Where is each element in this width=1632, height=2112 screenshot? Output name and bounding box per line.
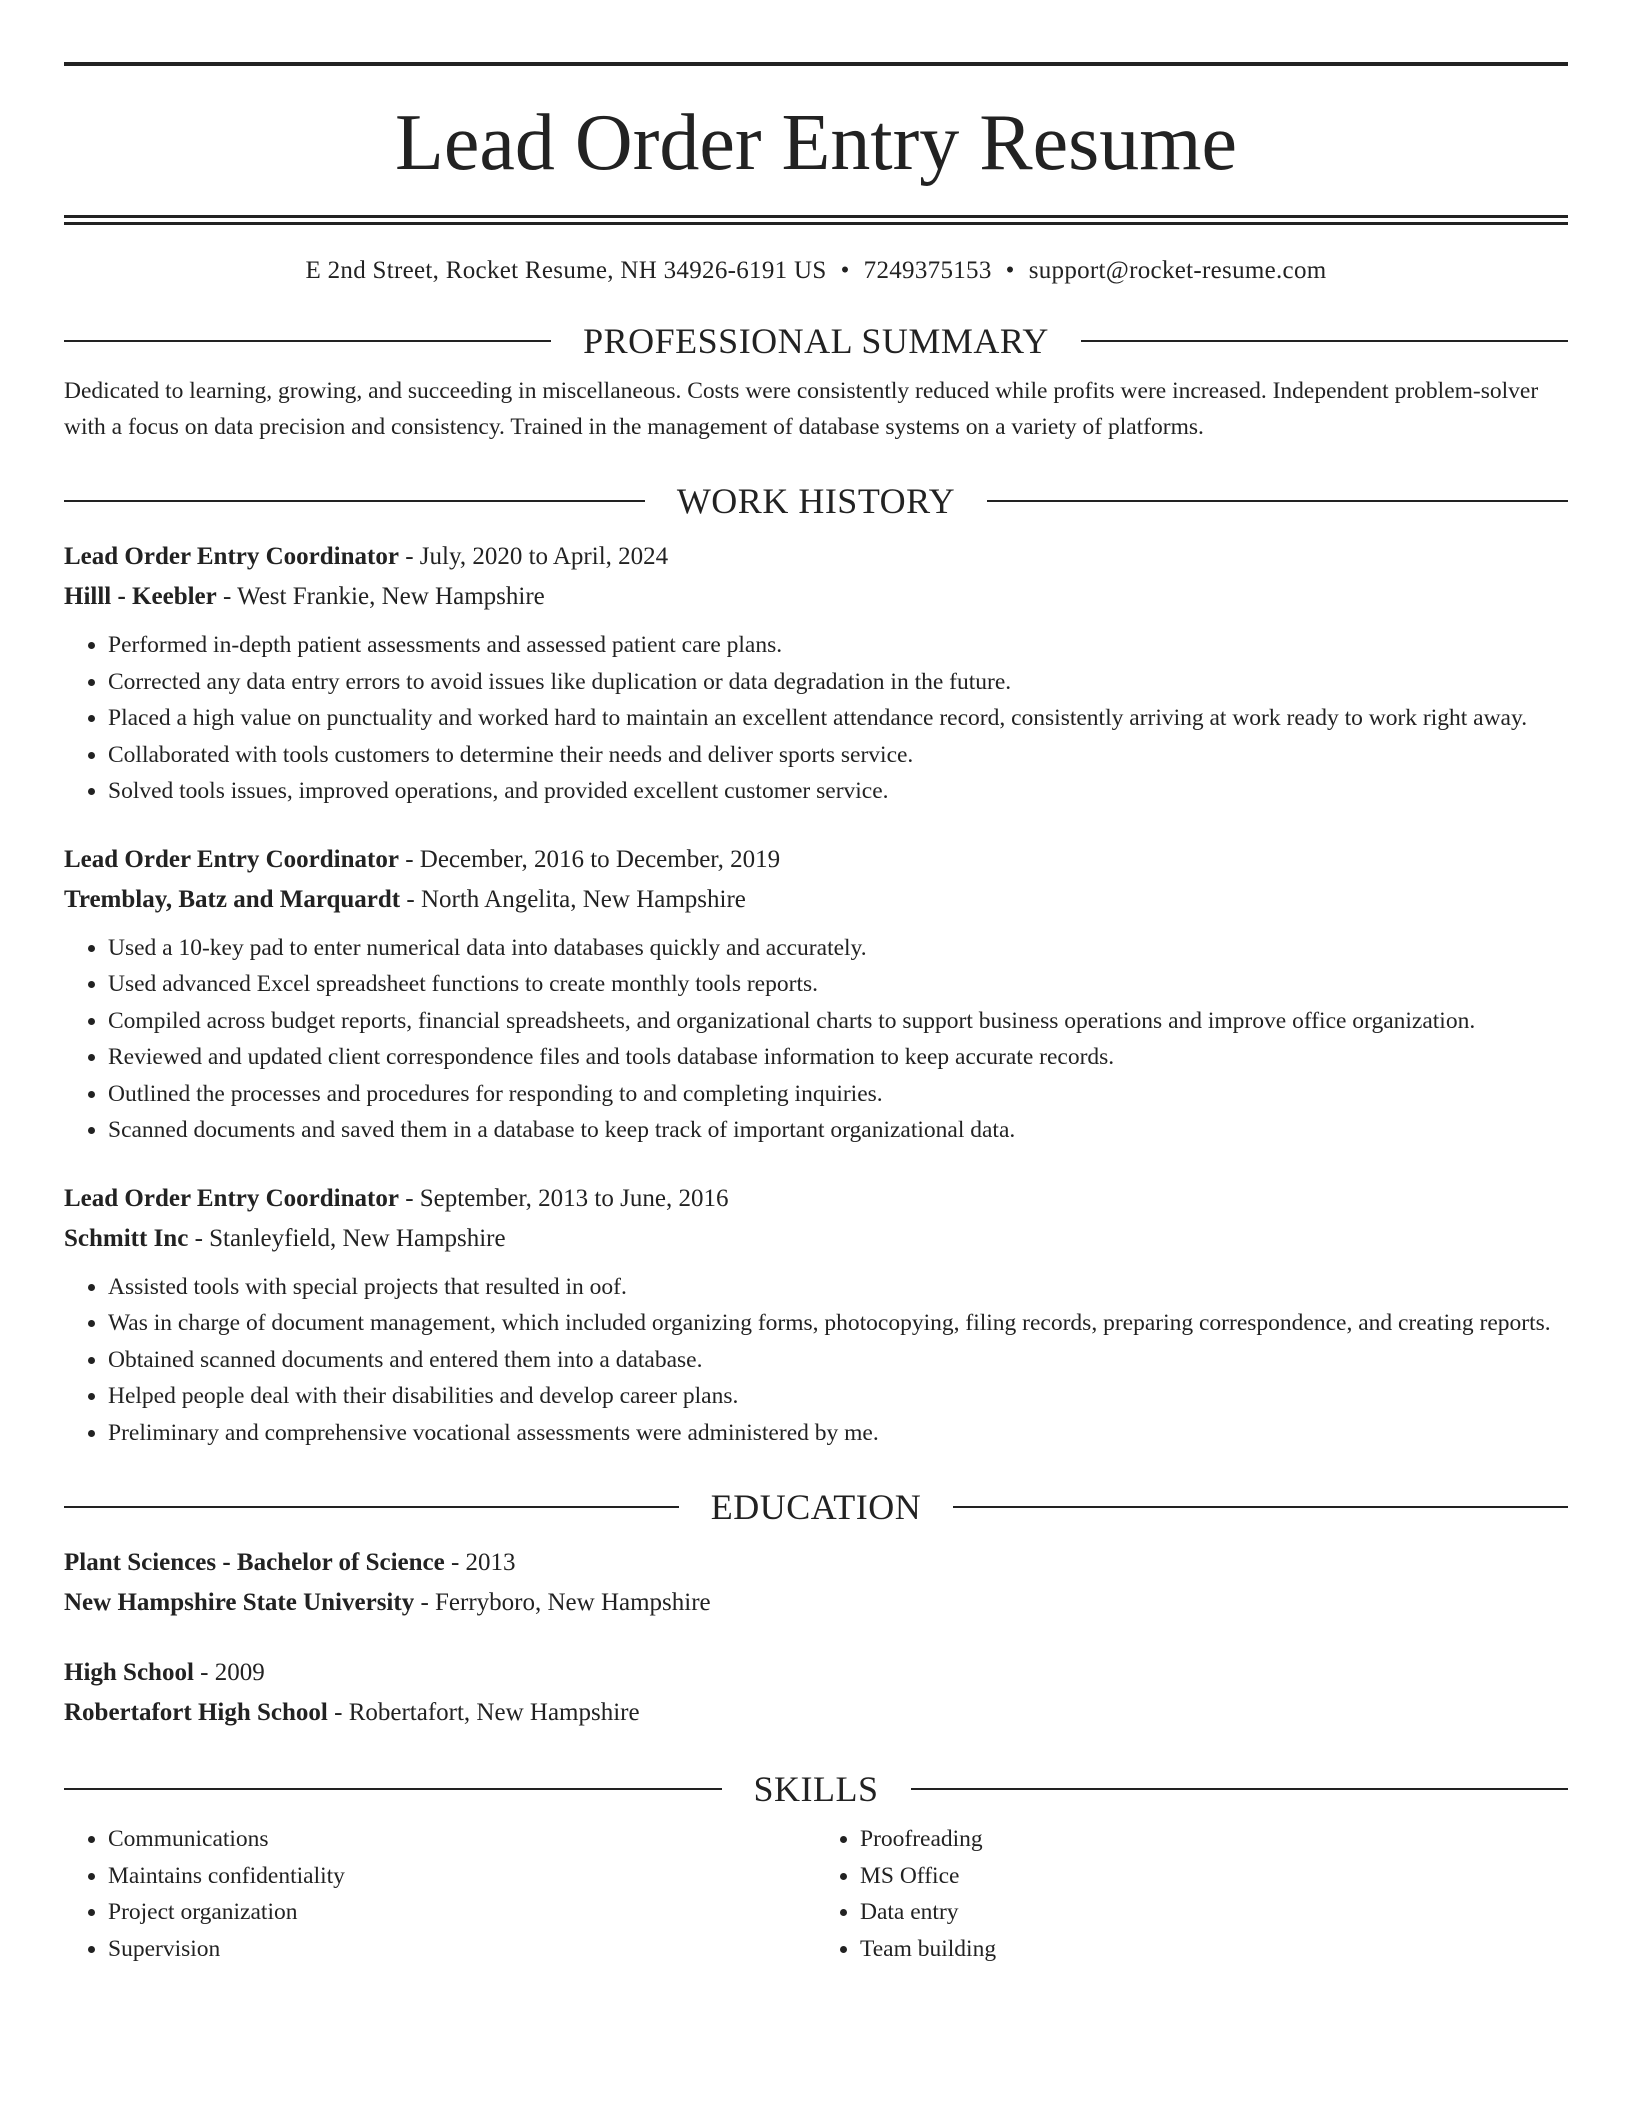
section-rule — [64, 500, 645, 502]
job-company-line — [64, 880, 1568, 920]
section-title: SKILLS — [753, 1769, 879, 1809]
section-title: EDUCATION — [710, 1487, 922, 1527]
education-school-line — [64, 1693, 1568, 1733]
job-bullet: • Was in charge of document management, which included organizing forms, photocopying, filing records, preparing correspondence, and creating reports. — [108, 1305, 1568, 1342]
education-degree: Plant Sciences - Bachelor of Science — [64, 1549, 445, 1576]
job-location: - Stanleyfield, New Hampshire — [188, 1224, 506, 1252]
education-location: - Ferryboro, New Hampshire — [414, 1589, 711, 1616]
education-degree-line — [64, 1653, 1568, 1693]
job-company: Tremblay, Batz and Marquardt — [64, 885, 401, 913]
education-entry — [64, 1653, 1568, 1733]
education-school-line — [64, 1583, 1568, 1623]
education-school: Robertafort High School — [64, 1699, 328, 1726]
section-header-education — [64, 1489, 1568, 1525]
job-bullets — [64, 1269, 1568, 1452]
section-rule — [987, 500, 1568, 502]
section-header-summary — [64, 323, 1568, 359]
job-title-line — [64, 840, 1568, 880]
job-location: - West Frankie, New Hampshire — [216, 583, 545, 610]
job-entry — [64, 840, 1568, 1149]
contact-email: support@rocket-resume.com — [1028, 257, 1327, 284]
job-company: Hilll - Keebler — [64, 583, 217, 610]
education-degree-line — [64, 1543, 1568, 1583]
skills-list — [64, 1821, 1568, 1967]
job-dates: - July, 2020 to April, 2024 — [398, 543, 669, 570]
job-entry — [64, 1179, 1568, 1452]
job-bullet: • Placed a high value on punctuality and worked hard to maintain an excellent attendance record, consistently arriving at work ready to work right away. — [108, 700, 1568, 737]
job-bullets — [64, 627, 1568, 810]
job-bullet: • Compiled across budget reports, financial spreadsheets, and organizational charts to support business operations and improve office organization. — [108, 1003, 1568, 1040]
skill-item: • Proofreading — [860, 1821, 1568, 1858]
skill-item: • Supervision — [108, 1931, 816, 1968]
job-bullet: • Used advanced Excel spreadsheet functions to create monthly tools reports. — [108, 966, 1568, 1003]
job-bullet: • Solved tools issues, improved operations, and provided excellent customer service. — [108, 773, 1568, 810]
job-bullets — [64, 930, 1568, 1149]
job-company: Schmitt Inc — [64, 1224, 189, 1252]
section-rule — [953, 1506, 1568, 1508]
job-title-line — [64, 1179, 1568, 1219]
education-entry — [64, 1543, 1568, 1623]
job-bullet: • Collaborated with tools customers to determine their needs and deliver sports service. — [108, 737, 1568, 774]
contact-separator: • — [840, 257, 850, 284]
section-title: WORK HISTORY — [676, 481, 956, 521]
section-header-work-history — [64, 483, 1568, 519]
job-title: Lead Order Entry Coordinator — [64, 1184, 399, 1212]
section-title: PROFESSIONAL SUMMARY — [583, 321, 1049, 361]
education-year: - 2009 — [193, 1659, 265, 1686]
contact-line — [64, 257, 1568, 285]
title-double-rule — [64, 215, 1568, 225]
skills-column-right — [816, 1821, 1568, 1967]
job-bullet: • Outlined the processes and procedures for responding to and completing inquiries. — [108, 1076, 1568, 1113]
job-company-line — [64, 1219, 1568, 1259]
contact-phone: 7249375153 — [863, 257, 992, 284]
top-rule — [64, 62, 1568, 66]
job-entry — [64, 537, 1568, 810]
section-rule — [64, 1506, 679, 1508]
job-bullet: • Used a 10-key pad to enter numerical data into databases quickly and accurately. — [108, 930, 1568, 967]
education-degree: High School — [64, 1659, 194, 1686]
skill-item: • Communications — [108, 1821, 816, 1858]
section-rule — [1081, 340, 1568, 342]
job-bullet: • Scanned documents and saved them in a database to keep track of important organizational data. — [108, 1112, 1568, 1149]
job-title-line — [64, 537, 1568, 577]
skills-column-left — [64, 1821, 816, 1967]
skill-item: • Team building — [860, 1931, 1568, 1968]
job-bullet: • Reviewed and updated client correspondence files and tools database information to keep accurate records. — [108, 1039, 1568, 1076]
section-rule — [64, 340, 551, 342]
job-location: - North Angelita, New Hampshire — [400, 885, 746, 913]
skill-item: • Data entry — [860, 1894, 1568, 1931]
job-bullet: • Helped people deal with their disabilities and develop career plans. — [108, 1378, 1568, 1415]
summary-text: Dedicated to learning, growing, and succeeding in miscellaneous. Costs were consistently reduced while profits were increased. Independent problem-solver with a focus on data precision and consistency. Trained in the management of database systems on a variety of platforms. — [64, 378, 1539, 440]
education-school: New Hampshire State University — [64, 1589, 415, 1616]
skill-item: • MS Office — [860, 1858, 1568, 1895]
resume-title: Lead Order Entry Resume — [395, 99, 1237, 187]
job-dates: - September, 2013 to June, 2016 — [398, 1184, 729, 1212]
job-bullet: • Preliminary and comprehensive vocational assessments were administered by me. — [108, 1415, 1568, 1452]
contact-separator: • — [1005, 257, 1015, 284]
job-title: Lead Order Entry Coordinator — [64, 543, 399, 570]
job-bullet: • Obtained scanned documents and entered them into a database. — [108, 1342, 1568, 1379]
contact-address: E 2nd Street, Rocket Resume, NH 34926-6191 US — [305, 257, 827, 284]
job-bullet: • Assisted tools with special projects that resulted in oof. — [108, 1269, 1568, 1306]
section-rule — [64, 1788, 722, 1790]
skill-item: • Maintains confidentiality — [108, 1858, 816, 1895]
job-bullet: • Performed in-depth patient assessments and assessed patient care plans. — [108, 627, 1568, 664]
job-bullet: • Corrected any data entry errors to avoid issues like duplication or data degradation in the future. — [108, 664, 1568, 701]
education-year: - 2013 — [444, 1549, 516, 1576]
job-company-line — [64, 577, 1568, 617]
education-location: - Robertafort, New Hampshire — [327, 1699, 640, 1726]
section-header-skills — [64, 1771, 1568, 1807]
job-dates: - December, 2016 to December, 2019 — [398, 845, 781, 873]
skill-item: • Project organization — [108, 1894, 816, 1931]
section-rule — [911, 1788, 1569, 1790]
job-title: Lead Order Entry Coordinator — [64, 845, 399, 873]
